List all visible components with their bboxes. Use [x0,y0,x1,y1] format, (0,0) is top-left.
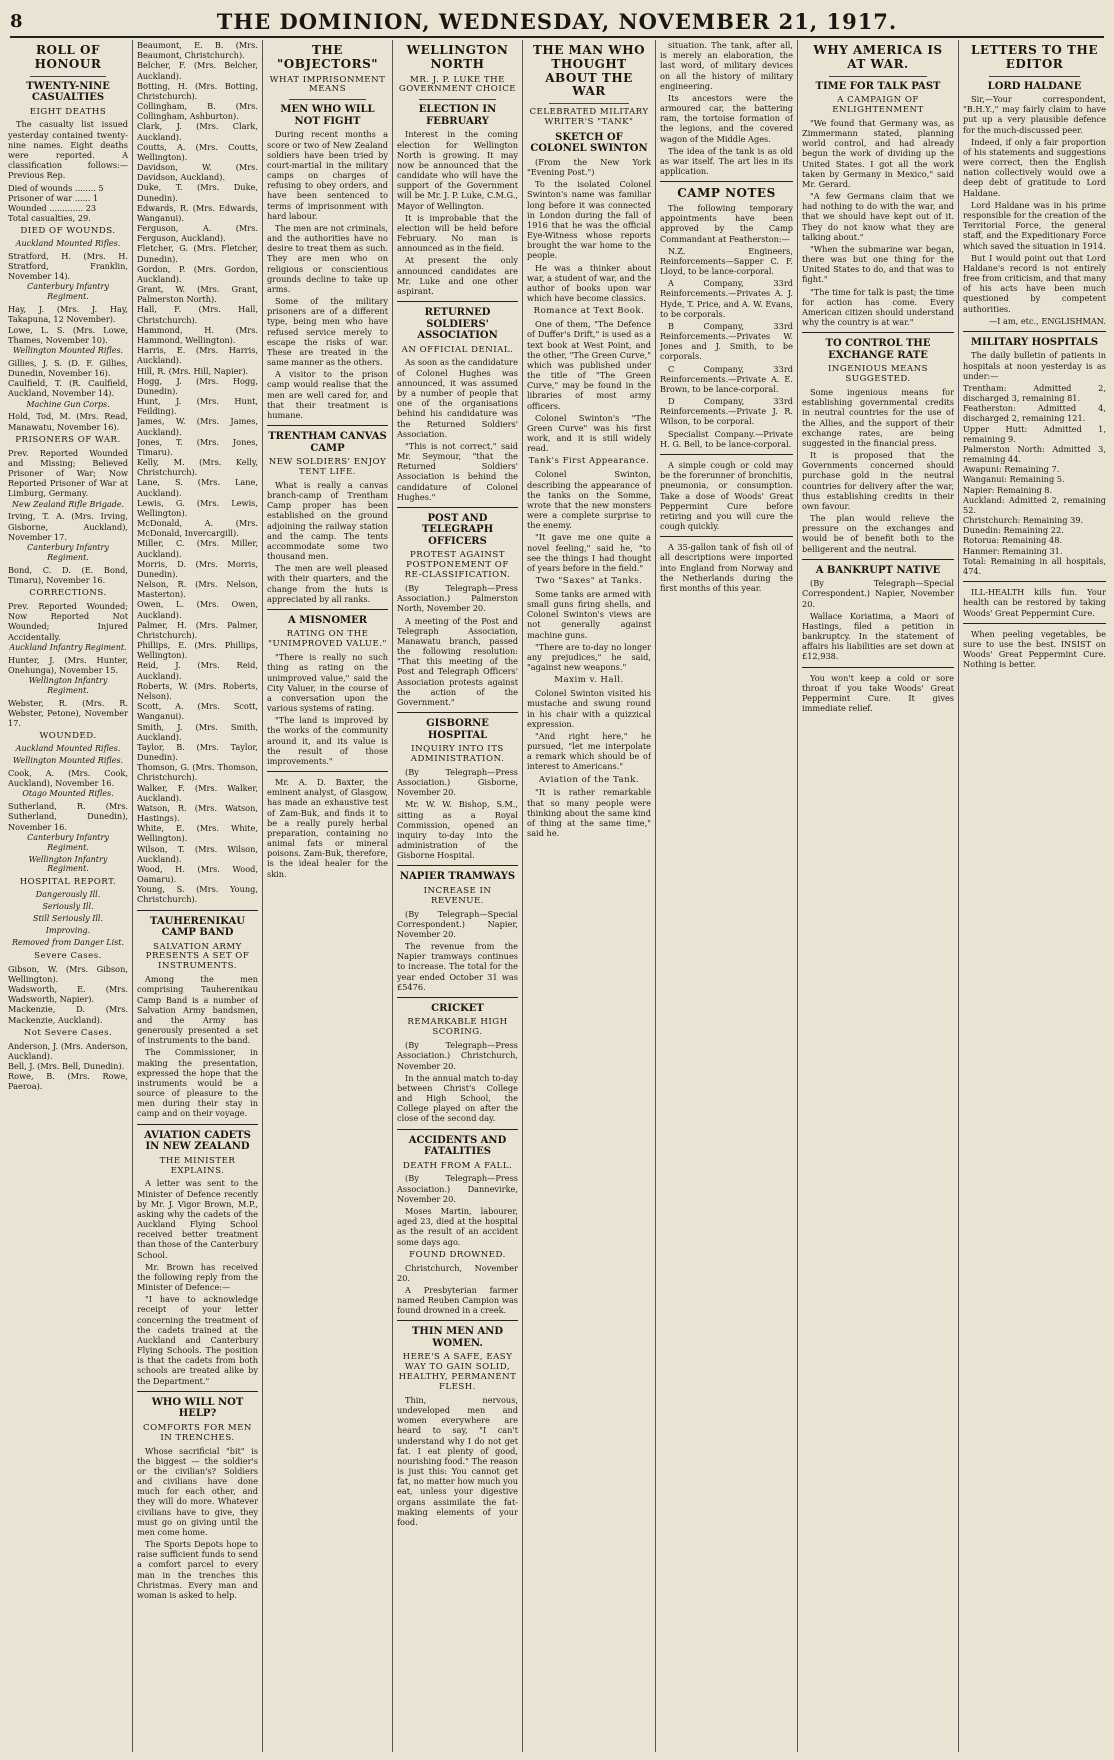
headline: TRENTHAM CANVAS CAMP [268,431,387,454]
letter-paragraph: Sir,—Your correspondent, "B.H.Y.," may fairly claim to have put up a very plausible defence for the much-discussed peer. [963,94,1106,135]
list-item: Watson, R. (Mrs. Watson, Hastings). [137,802,258,824]
list-item: Canterbury Infantry Regiment. [27,832,109,852]
list-item: Harris, E. (Mrs. Harris, Auckland). [137,345,258,366]
list-item: Collingham, B. (Mrs. Collingham, Ashburton). [137,101,258,122]
list-item: Canterbury Infantry Regiment. [27,542,109,562]
advertisement: Thin, nervous, undeveloped men and women everywhere are heard to say, "I can't understand why I do not get fat. I eat plenty of good, nourishing food." The reason is just this: You cannot get fat, no matter how much you eat, unless your digestive organs assimilate the fat-making elements of your food. [397,1394,518,1527]
list-item: Canterbury Infantry Regiment. [27,282,109,302]
list-item: Hammond, H. (Mrs. Hammond, Wellington). [137,324,258,345]
article-paragraph: Some ingenious means for establishing governmental credits in neutral countries for the use of the Allies, and the support of their exchange rates, are being suggested in the financial press. [802,387,954,448]
subhead: TWENTY-NINE CASUALTIES [26,80,110,104]
page-number: 8 [10,10,23,32]
subhead: SKETCH OF COLONEL SWINTON [530,131,648,155]
subhead: REMARKABLE HIGH SCORING. [407,1017,508,1038]
list-item: Clark, J. (Mrs. Clark, Auckland). [137,121,258,142]
list-item: Smith, J. (Mrs. Smith, Auckland). [137,721,258,742]
list-item: Wood, H. (Mrs. Wood, Oamaru). [137,863,258,885]
list-item: Hay, J. (Mrs. J. Hay, Takapuna, 12 November). [8,304,128,325]
subhead: ELECTION IN FEBRUARY [418,104,497,127]
list-item: Reid, J. (Mrs. Reid, Auckland). [137,660,258,681]
list-item: Wanganui: Remaining 5. [963,474,1065,485]
article-paragraph: (By Telegraph—Press Association.) Dannevirke, November 20. [397,1173,518,1204]
subhead: AN OFFICIAL DENIAL. [401,344,514,355]
list-item: Rotorua: Remaining 48. [963,535,1063,546]
article-paragraph: (By Telegraph—Special Correspondent.) Napier, November 20. [397,908,518,939]
col2-list [137,40,258,905]
column-8 [963,40,1106,1752]
article-paragraph: (By Telegraph—Press Association.) Palmerston North, November 20. [397,583,518,614]
article-paragraph: The plan would relieve the pressure on the exchanges and would be of benefit both to the belligerent and the neutral. [802,513,954,554]
list-item: Gibson, W. (Mrs. Gibson, Wellington). [8,963,128,984]
subhead: INQUIRY INTO ITS ADMINISTRATION. [410,744,505,764]
masthead [10,6,1104,38]
article-paragraph: The daily bulletin of patients in hospitals at noon yesterday is as under:— [963,350,1106,381]
list-item: Lowe, L. S. (Mrs. Lowe, Thames, November 10). [8,324,128,345]
letter-signature: —I am, etc., ENGLISHMAN. [988,315,1106,326]
list-item: Phillips, E. (Mrs. Phillips, Wellington). [137,640,258,661]
subhead: DEATH FROM A FALL. [402,1160,513,1171]
subhead: THE MINISTER EXPLAINS. [159,1155,236,1176]
article-paragraph: Colonel Swinton's "The Green Curve" was his first work, and it is still widely read. [527,412,651,454]
article-paragraph: Mr. W. W. Bishop, S.M., sitting as a Royal Commission, opened an inquiry to-day into the administration of the Gisborne Hospital. [397,799,518,861]
article-paragraph: Specialist Company.—Private H. G. Bell, to be lance-corporal. [660,428,793,449]
line: Died of wounds ........ 5 [8,182,104,193]
ad-headline: THIN MEN AND WOMEN. [411,1326,504,1349]
advertisement: Mr. A. D. Baxter, the eminent analyst, of Glasgow, has made an exhaustive test of Zam-Buk, and finds it to be a really purely herbal preparation, containing no animal fats or mineral poisons. Zam-Buk, therefore, is the ideal healer for the skin. [267,777,388,879]
article-paragraph: A Presbyterian farmer named Reuben Campion was found drowned in a creek. [397,1284,518,1316]
article-paragraph: As soon as the candidature of Colonel Hughes was announced, it was assumed by a number of people that one of the organisations behind his candidature was the Returned Soldiers' Association. [397,357,518,439]
list-item: Christchurch: Remaining 39. [963,515,1084,526]
article-paragraph: "I have to acknowledge receipt of your letter concerning the treatment of the cadets trained at the Auckland and Canterbury Flying Schools. The position is that the cadets from both schools are treated alike by the Department." [137,1294,258,1386]
advertisement: ILL-HEALTH kills fun. Your health can be restored by taking Woods' Great Peppermint Cure. [963,587,1106,618]
headline: RETURNED SOLDIERS' ASSOCIATION [417,307,498,342]
column-rule [392,40,393,1752]
list-item: Taylor, B. (Mrs. Taylor, Dunedin). [137,741,258,763]
list-item: Owen, L. (Mrs. Owen, Auckland). [137,599,258,620]
headline: LETTERS TO THE EDITOR [971,43,1098,71]
list-item: Rowe, B. (Mrs. Rowe, Paeroa). [8,1071,128,1092]
column-3 [267,40,388,1752]
advertisement: You won't keep a cold or sore throat if you take Woods' Great Peppermint Cure. It gives immediate relief. [802,672,954,714]
subhead: COMFORTS FOR MEN IN TRENCHES. [143,1422,252,1443]
list-item: Morris, D. (Mrs. Morris, Dunedin). [137,558,258,579]
list-item: Prev. Reported Wounded; Now Reported Not Wounded; Injured Accidentally. [8,601,128,642]
section-head: CORRECTIONS. [29,588,107,599]
newspaper-title: THE DOMINION, WEDNESDAY, NOVEMBER 21, 1917. [216,8,898,34]
headline: ACCIDENTS AND FATALITIES [408,1134,507,1158]
list-item: Wadsworth, E. (Mrs. Wadsworth, Napier). [8,983,128,1005]
headline: TAUHERENIKAU CAMP BAND [150,915,245,939]
headline: AVIATION CADETS IN NEW ZEALAND [144,1129,251,1153]
article-paragraph: The revenue from the Napier tramways continues to increase. The total for the year ended October 31 was £5476. [397,941,518,992]
column-rule [655,40,656,1752]
article-paragraph: Its ancestors were the armoured car, the battering ram, the tortoise formation of the legions, and the covered wagon of the Middle Ages. [660,92,793,144]
section-head: Maxim v. Hall. [554,675,624,686]
list-item: Fletcher, G. (Mrs. Fletcher, Dunedin). [137,243,258,264]
list-item: Edwards, R. (Mrs. Edwards, Wanganui). [137,202,258,223]
list-item: Featherston: Admitted 4, discharged 2, remaining 121. [963,403,1106,424]
list-item: Upper Hutt: Admitted 1, remaining 9. [963,423,1106,444]
list-item: Improving. [45,925,91,935]
article-paragraph: situation. The tank, after all, is merely an elaboration, the last word, of military devices on all the history of military engineering. [660,40,793,91]
column-rule [132,40,133,1752]
article-paragraph: "And right here," he pursued, "let me interpolate a remark which should be of interest to Americans." [527,730,651,772]
list-item: Webster, R. (Mrs. R. Webster, Petone), November 17. [8,697,128,729]
column-6 [660,40,793,1752]
section-head: WOUNDED. [39,731,97,742]
list-item: Grant, W. (Mrs. Grant, Palmerston North). [137,284,258,305]
column-rule [262,40,263,1752]
article-paragraph: It is improbable that the election will be held before February. No man is announced as in the field. [397,212,518,254]
headline: THE MAN WHO THOUGHT ABOUT THE WAR [532,43,646,99]
list-item: Bond, C. D. (E. Bond, Timaru), November 16. [8,564,128,585]
list-item: Gordon, P. (Mrs. Gordon, Auckland). [137,263,258,284]
list-item: Hogg, J. (Mrs. Hogg, Dunedin). [137,375,258,396]
list-item: Hunt, J. (Mrs. Hunt, Feilding). [137,396,258,417]
list-item: Caulfield, T. (R. Caulfield, Auckland, November 14). [8,378,128,399]
column-rule [958,40,959,1752]
list-item: Hanmer: Remaining 31. [963,545,1063,556]
list-item: Young, S. (Mrs. Young, Christchurch). [137,884,258,905]
list-item: Jones, T. (Mrs. Jones, Timaru). [137,436,258,457]
article-paragraph: The casualty list issued yesterday contained twenty-nine names. Eight deaths were reported. A classification follows:— Previous Rep. [8,119,128,181]
subhead: A CAMPAIGN OF ENLIGHTENMENT [832,95,924,115]
list-item: Trentham: Admitted 2, discharged 3, remaining 81. [963,382,1106,404]
article-paragraph: Mr. Brown has received the following reply from the Minister of Defence:— [137,1261,258,1293]
subhead: CELEBRATED MILITARY WRITER'S "TANK" [529,107,649,128]
list-item: Dunedin: Remaining 22. [963,525,1064,536]
headline: ROLL OF HONOUR [34,43,102,71]
article-paragraph: At present the only announced candidates are Mr. Luke and one other aspirant. [397,255,518,296]
list-item: Duke, T. (Mrs. Duke, Dunedin). [137,182,258,203]
list-item: Cook, A. (Mrs. Cook, Auckland), November 16. [8,767,128,789]
article-paragraph: "The time for talk is past; the time for action has come. Every American citizen should understand why the country is at war." [802,286,954,328]
column-rule [797,40,798,1752]
subhead: WHAT IMPRISONMENT MEANS [269,74,386,95]
subhead: EIGHT DEATHS [29,106,107,117]
article-paragraph: N.Z. Engineers, Reinforcements—Sapper C. F. Lloyd, to be lance-corporal. [660,245,793,277]
list-item: Seriously Ill. [42,902,94,912]
list-item: Auckland: Admitted 2, remaining 52. [963,494,1106,515]
subhead: RATING ON THE "UNIMPROVED VALUE." [268,629,387,650]
list-item: Wellington Mounted Rifles. [12,756,124,766]
section-head: Tank's First Appearance. [528,456,650,467]
article-paragraph: Some of the military prisoners are of a different type, being men who have refused service merely to escape the risks of war. These are treated in the same manner as the others. [267,296,388,368]
headline: WELLINGTON NORTH [406,43,509,71]
article-paragraph: The Commissioner, in making the presentation, expressed the hope that the instruments would be a source of pleasure to the men during their stay in camp and on their voyage. [137,1047,258,1119]
list-item: Napier: Remaining 8. [963,484,1053,495]
list-item: Stratford, H. (Mrs. H. Stratford, Franklin, November 14). [8,250,128,282]
article-paragraph: "When the submarine war began, there was but one thing for the United States to do, and that was to fight." [802,243,954,285]
article-paragraph: "It gave me one quite a novel feeling," said he, "to see the things I had thought of years before in the field." [527,532,651,573]
line: Prisoner of war ...... 1 [8,192,99,203]
list-item: Roberts, W. (Mrs. Roberts, Nelson). [137,680,258,701]
list-item: Irving, T. A. (Mrs. Irving, Gisborne, Auckland), November 17. [8,511,128,542]
headline: POST AND TELEGRAPH OFFICERS [421,512,494,547]
list-item: Bell, J. (Mrs. Bell, Dunedin). [8,1060,125,1071]
advertisement: A simple cough or cold may be the forerunner of bronchitis, pneumonia, or consumption. Take a dose of Woods' Great Peppermint Cure before retiring and you will cure the cough quickly. [660,459,793,532]
section-head: Two "Saxes" at Tanks. [535,576,643,587]
article-paragraph: "The land is improved by the works of the community around it, and its value is the result of those improvements." [267,715,388,766]
list-item: Still Seriously Ill. [32,914,104,924]
list-item: Prev. Reported Wounded and Missing; Believed Prisoner of War; Now Reported Prisoner of War at Limburg, Germany. [8,447,128,499]
headline: WHY AMERICA IS AT WAR. [813,43,943,71]
article-paragraph: In the annual match to-day between Christ's College and High School, the College played on after the close of the second day. [397,1072,518,1124]
list-item: Scott, A. (Mrs. Scott, Wanganui). [137,701,258,722]
list-item: Awapuni: Remaining 7. [963,464,1060,475]
list-item: Lane, S. (Mrs. Lane, Auckland). [137,477,258,498]
list-item: Hold, Tod, M. (Mrs. Read, Manawatu, November 16). [8,411,128,432]
section-head: Not Severe Cases. [23,1027,113,1038]
headline: TO CONTROL THE EXCHANGE RATE [825,338,931,361]
list-item: Beaumont, E. B. (Mrs. Beaumont, Christchurch). [137,40,258,61]
subhead: TIME FOR TALK PAST [815,80,941,92]
section-head: Romance at Text Book. [533,306,645,317]
list-item: Auckland Infantry Regiment. [9,642,127,652]
column-1 [8,40,128,1752]
headline: THE "OBJECTORS" [277,43,378,71]
headline: MILITARY HOSPITALS [970,336,1099,348]
list-item: Sutherland, R. (Mrs. Sutherland, Dunedin), November 16. [8,801,128,832]
letter-paragraph: But I would point out that Lord Haldane's record is not entirely free from criticism, and that many of his acts have been much questioned by competent authorities. [963,252,1106,314]
list-item: Lewis, G. (Mrs. Lewis, Wellington). [137,497,258,518]
subhead: NEW SOLDIERS' ENJOY TENT LIFE. [268,457,387,478]
list-item: Otago Mounted Rifles. [22,789,114,799]
column-4 [397,40,518,1752]
line: Wounded ............. 23 [8,202,97,213]
list-item: White, E. (Mrs. White, Wellington). [137,823,258,844]
article-paragraph: Moses Martin, labourer, aged 23, died at the hospital as the result of an accident some days ago. [397,1206,518,1247]
list-item: Ferguson, A. (Mrs. Ferguson, Auckland). [137,223,258,244]
article-paragraph: (By Telegraph—Press Association.) Christchurch, November 20. [397,1040,518,1071]
article-paragraph: "We found that Germany was, as Zimmermann stated, planning world control, and had already begun the work of dividing up the United States. I got all the work taken by Germany in Mexico," said Mr. Gerard. [802,117,954,189]
subhead: INCREASE IN REVENUE. [423,885,492,906]
subhead: LORD HALDANE [987,80,1082,92]
list-item: Wilson, T. (Mrs. Wilson, Auckland). [137,843,258,864]
article-paragraph: "It is rather remarkable that so many people were thinking about the same kind of thing at the same time," said he. [527,787,651,839]
article-paragraph: He was a thinker about war, a student of war, and the author of books upon war which have become classics. [527,262,651,304]
article-paragraph: It is proposed that the Governments concerned should purchase gold in the neutral countries for delivery after the war, thus establishing credits in their own favour. [802,450,954,511]
subhead: INGENIOUS MEANS SUGGESTED. [827,364,929,385]
headline: A MISNOMER [287,614,368,626]
article-paragraph: A visitor to the prison camp would realise that the men are well cared for, and that their treatment is humane. [267,369,388,420]
article-paragraph: (From the New York "Evening Post.") [527,156,651,178]
subhead: SALVATION ARMY PRESENTS A SET OF INSTRUMENTS. [145,941,250,972]
article-paragraph: A Company, 33rd Reinforcements.—Privates A. J. Hyde, T. Price, and A. W. Evans, to be corporals. [660,278,793,319]
section-head: Severe Cases. [34,950,102,961]
article-paragraph: What is really a canvas branch-camp of Trentham Camp proper has been established on the ground adjoining the railway station and the camp. The tents accommodate some two thousand men. [267,479,388,562]
article-paragraph: A letter was sent to the Minister of Defence recently by Mr. J. Vigor Brown, M.P., asking why the cadets of the Auckland Flying School received better treatment than those of the Canterbury School. [137,1178,258,1260]
list-item: Dangerously Ill. [35,890,101,900]
section-head: DIED OF WOUNDS. [20,226,116,237]
list-item: Miller, C. (Mrs. Miller, Auckland). [137,538,258,559]
ad-subhead: HERE'S A SAFE, EASY WAY TO GAIN SOLID, HEALTHY, PERMANENT FLESH. [398,1352,517,1393]
subhead: MEN WHO WILL NOT FIGHT [280,104,375,127]
list-item: Palmerston North: Admitted 3, remaining 44. [963,443,1106,465]
list-item: Gillies, J. S. (D. F. Gillies, Dunedin, November 16). [8,357,128,379]
headline: A BANKRUPT NATIVE [815,564,941,576]
headline: GISBORNE HOSPITAL [426,718,489,741]
list-item: Botting, H. (Mrs. Botting, Christchurch). [137,80,258,101]
subhead: FOUND DROWNED. [409,1249,506,1260]
list-item: Walker, F. (Mrs. Walker, Auckland). [137,782,258,803]
article-paragraph: To the isolated Colonel Swinton's name was familiar long before it was connected in London during the fall of 1916 that he was the official Eye-Witness whose reports brought the war home to the people. [527,179,651,261]
article-paragraph: The idea of the tank is as old as war itself. The art lies in its application. [660,145,793,177]
article-paragraph: Colonel Swinton, describing the appearance of the tanks on the Somme, wrote that the new monsters were a complete surprise to the enemy. [527,469,651,531]
list-item: McDonald, A. (Mrs. McDonald, Invercargill). [137,518,258,539]
article-paragraph: "There is really no such thing as rating on the unimproved value," said the City Valuer, in the course of a conversation upon the various systems of rating. [267,652,388,714]
list-item: Belcher, F. (Mrs. Belcher, Auckland). [137,60,258,81]
headline: CRICKET [431,1002,484,1014]
article-paragraph: The men are well pleased with their quarters, and the change from the huts is appreciated by all ranks. [267,563,388,604]
list-item: Wellington Mounted Rifles. [12,345,124,355]
list-item: Nelson, R. (Mrs. Nelson, Masterton). [137,579,258,600]
list-item: Auckland Mounted Rifles. [15,744,121,754]
article-paragraph: (By Telegraph—Special Correspondent.) Napier, November 20. [802,578,954,609]
column-5 [527,40,651,1752]
article-paragraph: Interest in the coming election for Wellington North is growing. It may now be announced that the candidate who will have the support of the Government will be Mr. J. P. Luke, C.M.G., Mayor of Wellington. [397,129,518,211]
article-paragraph: Christchurch, November 20. [397,1262,518,1283]
letter-paragraph: Indeed, if only a fair proportion of his statements and suggestions were correct, then the English nation collectively would owe a deep debt of gratitude to Lord Haldane. [963,136,1106,198]
article-paragraph: C Company, 33rd Reinforcements.—Private A. E. Brown, to be lance-corporal. [660,363,793,394]
article-paragraph: D Company, 33rd Reinforcements.—Private J. R. Wilson, to be corporal. [660,396,793,427]
advertisement: When peeling vegetables, be sure to use the best. INSIST on Woods' Great Peppermint Cure. Nothing is better. [963,628,1106,670]
line: Total casualties, 29. [8,213,91,224]
list-item: Palmer, H. (Mrs. Palmer, Christchurch). [137,619,258,640]
article-paragraph: Wallace Koriatima, a Maori of Hastings, filed a petition in bankruptcy. In the statement of affairs his liabilities are set down at £12,938. [802,610,954,662]
list-item: Mackenzie, D. (Mrs. Mackenzie, Auckland). [8,1004,128,1025]
headline: WHO WILL NOT HELP? [151,1396,244,1420]
article-paragraph: Some tanks are armed with small guns firing shells, and Colonel Swinton's views are not generally against machine guns. [527,588,651,640]
article-paragraph: "A few Germans claim that we had nothing to do with the war, and that we should have kept out of it. They do not know what they are talking about." [802,191,954,242]
list-item: Machine Gun Corps. [26,399,110,409]
list-item: Kelly, M. (Mrs. Kelly, Christchurch). [137,457,258,478]
column-7 [802,40,954,1752]
list-item: Auckland Mounted Rifles. [15,239,121,249]
section-head: Aviation of the Tank. [538,774,640,785]
subhead: MR. J. P. LUKE THE GOVERNMENT CHOICE [398,74,517,95]
article-paragraph: "There are to-day no longer any prejudices," he said, "against new weapons." [527,641,651,673]
article-paragraph: A meeting of the Post and Telegraph Association, Manawatu branch, passed the following resolution: "That this meeting of the Post and Telegraph Officers' Association protests against the action of the Government." [397,615,518,707]
article-paragraph: The Sports Depots hope to raise sufficient funds to send a comfort parcel to every man in the trenches this Christmas. Every man and woman is asked to help. [137,1539,258,1600]
letter-paragraph: Lord Haldane was in his prime responsible for the creation of the Territorial Force, the general staff, and the Expeditionary Force which saved the situation in 1914. [963,199,1106,251]
column-rule [522,40,523,1752]
headline: CAMP NOTES [677,186,776,201]
list-item: Wellington Infantry Regiment. [28,675,108,695]
article-paragraph: The following temporary appointments have been approved by the Camp Commandant at Featherston:— [660,203,793,244]
article-paragraph: One of them, "The Defence of Duffer's Drift," is used as a text book at West Point, and the other, "The Green Curve," which was published under the title of "The Green Curve," may be found in the libraries of most army officers. [527,319,651,411]
article-paragraph: Among the men comprising Tauherenikau Camp Band is a number of Salvation Army bandsmen, and the Army has generously presented a set of instruments to the band. [137,974,258,1046]
list-item: Anderson, J. (Mrs. Anderson, Auckland). [8,1040,128,1061]
article-paragraph: (By Telegraph—Press Association.) Gisborne, November 20. [397,766,518,798]
list-item: James, W. (Mrs. James, Auckland). [137,416,258,437]
list-item: Wellington Infantry Regiment. [28,854,108,874]
article-paragraph: Colonel Swinton visited his mustache and swung round in his chair with a quizzical expression. [527,688,651,729]
list-item: Total: Remaining in all hospitals, 474. [963,555,1106,576]
article-paragraph: "This is not correct," said Mr. Seymour, "that the Returned Soldiers' Association is behind the candidature of Colonel Hughes." [397,440,518,502]
list-item: Hunter, J. (Mrs. Hunter, Onehunga), November 15. [8,654,128,675]
section-head: HOSPITAL REPORT. [19,877,117,888]
article-paragraph: Whose sacrificial "bit" is the biggest — the soldier's or the civilian's? Soldiers and civilians have done much for each other, and they will do more. Whatever civilians have to give, they must go on giving until the men come home. [137,1445,258,1537]
list-item: Hill, R. (Mrs. Hill, Napier). [137,365,249,376]
headline: NAPIER TRAMWAYS [399,871,516,883]
article-paragraph: B Company, 33rd Reinforcements.—Privates W. Jones and J. Smith, to be corporals. [660,320,793,362]
article-paragraph: The men are not criminals, and the authorities have no desire to treat them as such. They are men who on religious or conscientious grounds decline to take up arms. [267,222,388,294]
list-item: New Zealand Rifle Brigade. [11,499,125,509]
list-item: Hall, F. (Mrs. Hall, Christchurch). [137,304,258,325]
list-item: Davidson, W. (Mrs. Davidson, Auckland). [137,162,258,183]
section-head: PRISONERS OF WAR. [15,434,121,445]
list-item: Coutts, A. (Mrs. Coutts, Wellington). [137,141,258,162]
article-paragraph: During recent months a score or two of New Zealand soldiers have been tried by court-martial in the military camps on charges of refusing to obey orders, and have been sentenced to terms of imprisonment with hard labour. [267,129,388,221]
column-2 [137,40,258,1752]
list-item: Removed from Danger List. [11,937,125,947]
subhead: PROTEST AGAINST POSTPONEMENT OF RE-CLASSIFICATION. [404,550,511,581]
advertisement: A 35-gallon tank of fish oil of all descriptions were imported into England from Norway and the Netherlands during the first months of this year. [660,542,793,593]
list-item: Thomson, G. (Mrs. Thomson, Christchurch). [137,762,258,783]
